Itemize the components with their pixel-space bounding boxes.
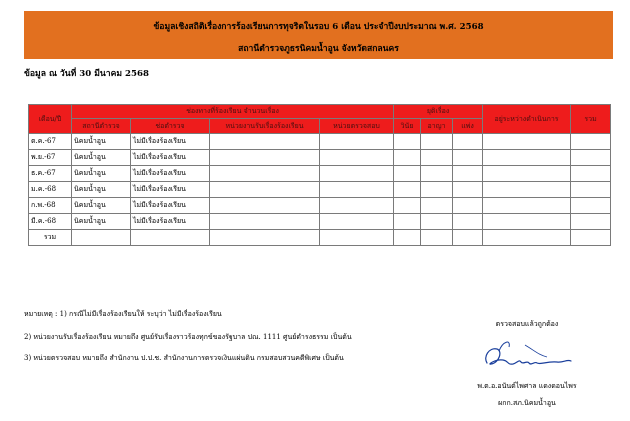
title-banner (24, 11, 613, 59)
total-row-label: รวม (29, 230, 72, 246)
row-channel: ไม่มีเรื่องร้องเรียน (131, 214, 210, 230)
cell-empty (320, 214, 394, 230)
cell-empty (571, 230, 611, 246)
row-month: ก.พ.-68 (29, 198, 72, 214)
row-month: พ.ย.-67 (29, 150, 72, 166)
cell-empty (210, 230, 320, 246)
row-channel: ไม่มีเรื่องร้องเรียน (131, 134, 210, 150)
cell-empty (320, 150, 394, 166)
handwritten-signature (477, 337, 577, 373)
cell-empty (210, 198, 320, 214)
station-name: สถานีตำรวจภูธรนิคมน้ำอูน จังหวัดสกลนคร (238, 44, 399, 54)
cell-empty (571, 134, 611, 150)
signatory-name: พ.ต.อ.อนันต์ไพศาล แดงดอนไพร (477, 382, 577, 390)
cell-empty (421, 182, 453, 198)
table-row (29, 198, 611, 214)
row-station: นิคมน้ำอูน (72, 166, 131, 182)
table-row (29, 214, 611, 230)
cell-empty (421, 166, 453, 182)
cell-empty (453, 182, 483, 198)
cell-empty (453, 214, 483, 230)
cell-empty (483, 166, 571, 182)
note-3: 3) หน่วยตรวจสอบ หมายถึง สำนักงาน ป.ป.ช. สำนักงานการตรวจเงินแผ่นดิน กรมสอบสวนคดีพิเศษ เป็นต้น (24, 354, 344, 362)
table-row (29, 166, 611, 182)
cell-empty (320, 182, 394, 198)
row-month: ต.ค.-67 (29, 134, 72, 150)
table-row (29, 134, 611, 150)
row-station: นิคมน้ำอูน (72, 198, 131, 214)
cell-empty (421, 198, 453, 214)
cell-empty (453, 166, 483, 182)
header-month: เดือน/ปี (29, 105, 72, 134)
cell-empty (483, 198, 571, 214)
row-station: นิคมน้ำอูน (72, 134, 131, 150)
row-station: นิคมน้ำอูน (72, 182, 131, 198)
cell-empty (483, 150, 571, 166)
verified-label: ตรวจสอบแล้วถูกต้อง (495, 320, 559, 328)
header-in-progress: อยู่ระหว่างดำเนินการ (483, 105, 571, 134)
cell-empty (571, 166, 611, 182)
cell-empty (421, 134, 453, 150)
cell-empty (453, 150, 483, 166)
complaint-statistics-table (28, 104, 611, 246)
report-title: ข้อมูลเชิงสถิติเรื่องการร้องเรียนการทุจริตในรอบ 6 เดือน ประจำปีงบประมาณ พ.ศ. 2568 (153, 22, 484, 32)
cell-empty (453, 134, 483, 150)
cell-empty (571, 198, 611, 214)
cell-empty (421, 150, 453, 166)
cell-empty (210, 182, 320, 198)
cell-empty (320, 198, 394, 214)
header-audit-agency: หน่วยตรวจสอบ (320, 119, 394, 134)
row-channel: ไม่มีเรื่องร้องเรียน (131, 150, 210, 166)
row-station: นิคมน้ำอูน (72, 214, 131, 230)
cell-empty (421, 230, 453, 246)
header-concluded: ยุติเรื่อง (394, 105, 483, 119)
note-2: 2) หน่วยงานรับเรื่องร้องเรียน หมายถึง ศูนย์รับเรื่องราวร้องทุกข์ของรัฐบาล ปณ. 1111 ศูนย์ดำรงธรรม เป็นต้น (24, 333, 352, 341)
cell-empty (72, 230, 131, 246)
row-channel: ไม่มีเรื่องร้องเรียน (131, 182, 210, 198)
cell-empty (210, 214, 320, 230)
cell-empty (320, 134, 394, 150)
cell-empty (483, 230, 571, 246)
header-criminal: อาญา (421, 119, 453, 134)
signatory-position: ผกก.สภ.นิคมน้ำอูน (498, 399, 556, 407)
cell-empty (320, 166, 394, 182)
table-row (29, 182, 611, 198)
cell-empty (394, 134, 421, 150)
cell-empty (453, 230, 483, 246)
as-of-date: ข้อมูล ณ วันที่ 30 มีนาคม 2568 (24, 69, 149, 79)
row-channel: ไม่มีเรื่องร้องเรียน (131, 166, 210, 182)
header-civil: แพ่ง (453, 119, 483, 134)
cell-empty (571, 182, 611, 198)
cell-empty (483, 214, 571, 230)
cell-empty (210, 166, 320, 182)
cell-empty (571, 214, 611, 230)
row-station: นิคมน้ำอูน (72, 150, 131, 166)
cell-empty (131, 230, 210, 246)
cell-empty (394, 198, 421, 214)
cell-empty (210, 134, 320, 150)
row-channel: ไม่มีเรื่องร้องเรียน (131, 198, 210, 214)
header-discipline: วินัย (394, 119, 421, 134)
header-police-station: สถานีตำรวจ (72, 119, 131, 134)
row-month: มี.ค.-68 (29, 214, 72, 230)
note-1: หมายเหตุ : 1) กรณีไม่มีเรื่องร้องเรียนให้ ระบุว่า ไม่มีเรื่องร้องเรียน (24, 310, 222, 318)
cell-empty (571, 150, 611, 166)
cell-empty (394, 214, 421, 230)
cell-empty (210, 150, 320, 166)
cell-empty (421, 214, 453, 230)
cell-empty (394, 150, 421, 166)
cell-empty (394, 166, 421, 182)
header-total: รวม (571, 105, 611, 134)
cell-empty (453, 198, 483, 214)
header-complaint-channels: ช่องทางที่ร้องเรียน จำนวนเรื่อง (72, 105, 394, 119)
cell-empty (483, 134, 571, 150)
row-month: ธ.ค.-67 (29, 166, 72, 182)
cell-empty (394, 182, 421, 198)
total-row (29, 230, 611, 246)
cell-empty (320, 230, 394, 246)
table-row (29, 150, 611, 166)
cell-empty (394, 230, 421, 246)
row-month: ม.ค.-68 (29, 182, 72, 198)
cell-empty (483, 182, 571, 198)
header-police-channel: ช่อตำรวจ (131, 119, 210, 134)
header-receiving-agency: หน่วยงานรับเรื่องร้องเรียน (210, 119, 320, 134)
